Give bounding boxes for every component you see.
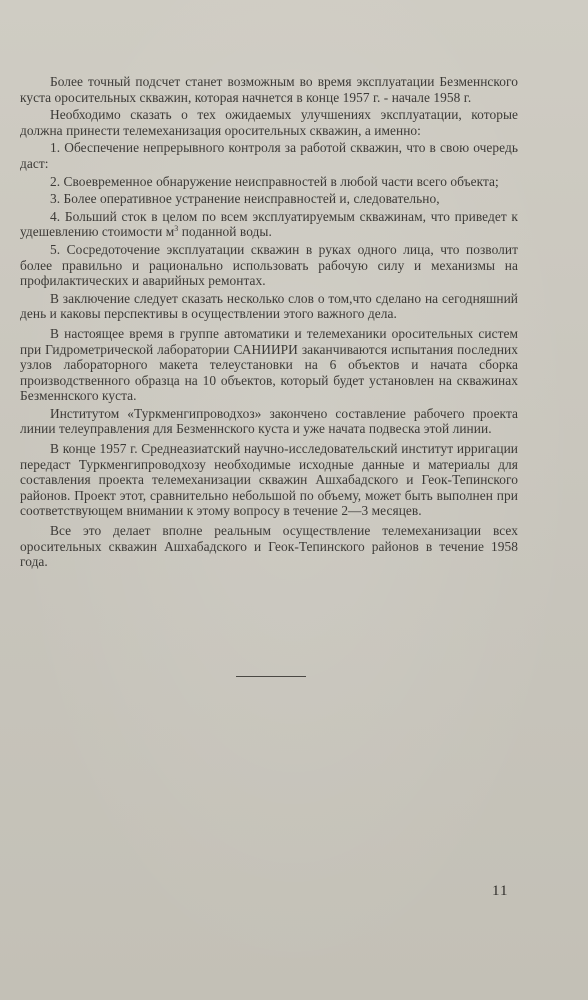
- paragraph-institute: Институтом «Туркменгипроводхоз» закончено составление рабочего проекта линии телеуправления для Безменнского куста и уже начата подвеска этой линии.: [20, 405, 518, 437]
- paragraph-conclusion: В заключение следует сказать несколько слов о том,что сделано на сегодняшний день и каковы перспективы в осуществлении этого важного дела.: [20, 290, 518, 322]
- body-text: [20, 74, 518, 570]
- paragraph-final: Все это делает вполне реальным осуществление телемеханизации всех оросительных скважин Ашхабадского и Геок-Тепинского районов в течение 1958 года.: [20, 523, 518, 570]
- list-item-1: 1. Обеспечение непрерывного контроля за работой скважин, что в свою очередь даст:: [20, 140, 518, 171]
- list-item-5: 5. Сосредоточение эксплуатации скважин в руках одного лица, что позволит более правильно и рационально использовать рабочую силу и механизмы на профилактических и аварийных ремонтах.: [20, 241, 518, 289]
- list-item-4-text: 4. Больший сток в целом по всем эксплуатируемым скважинам, что приведет к удешевлению стоимости м: [20, 208, 518, 240]
- paragraph-2: Необходимо сказать о тех ожидаемых улучшениях эксплуатации, которые должна принести телемеханизация оросительных скважин, а именно:: [20, 107, 518, 138]
- paragraph-end-1957: В конце 1957 г. Среднеазиатский научно-исследовательский институт ирригации передаст Туркменгипроводхозу необходимые исходные данные и материалы для составления проекта телемеханизации скважин Ашхабадского и Геок-Тепинского районов. Проект этот, сравнительно небольшой по объему, может быть выполнен при соответствующем внимании к этому вопросу в течение 2—3 месяцев.: [20, 441, 518, 519]
- list-item-4-tail: поданной воды.: [178, 224, 272, 240]
- list-item-3: 3. Более оперативное устранение неисправностей и, следовательно,: [50, 191, 440, 207]
- page-number: 11: [492, 883, 509, 899]
- section-divider: [236, 676, 306, 677]
- list-item-2: 2. Своевременное обнаружение неисправностей в любой части всего объекта;: [50, 173, 499, 189]
- paragraph-current-work: В настоящее время в группе автоматики и телемеханики оросительных систем при Гидрометрической лаборатории САНИИРИ заканчиваются испытания последних узлов лабораторного макета телеустановки на 6 объектов и начата сборка производственного образца на 10 объектов, который будет установлен на скважинах Безменнского куста.: [20, 325, 518, 404]
- list-item-4: [20, 209, 518, 240]
- paragraph-1: Более точный подсчет станет возможным во время эксплуатации Безменнского куста оросительных скважин, которая начнется в конце 1957 г. - начале 1958 г.: [20, 74, 518, 105]
- cubic-superscript: 3: [174, 224, 179, 234]
